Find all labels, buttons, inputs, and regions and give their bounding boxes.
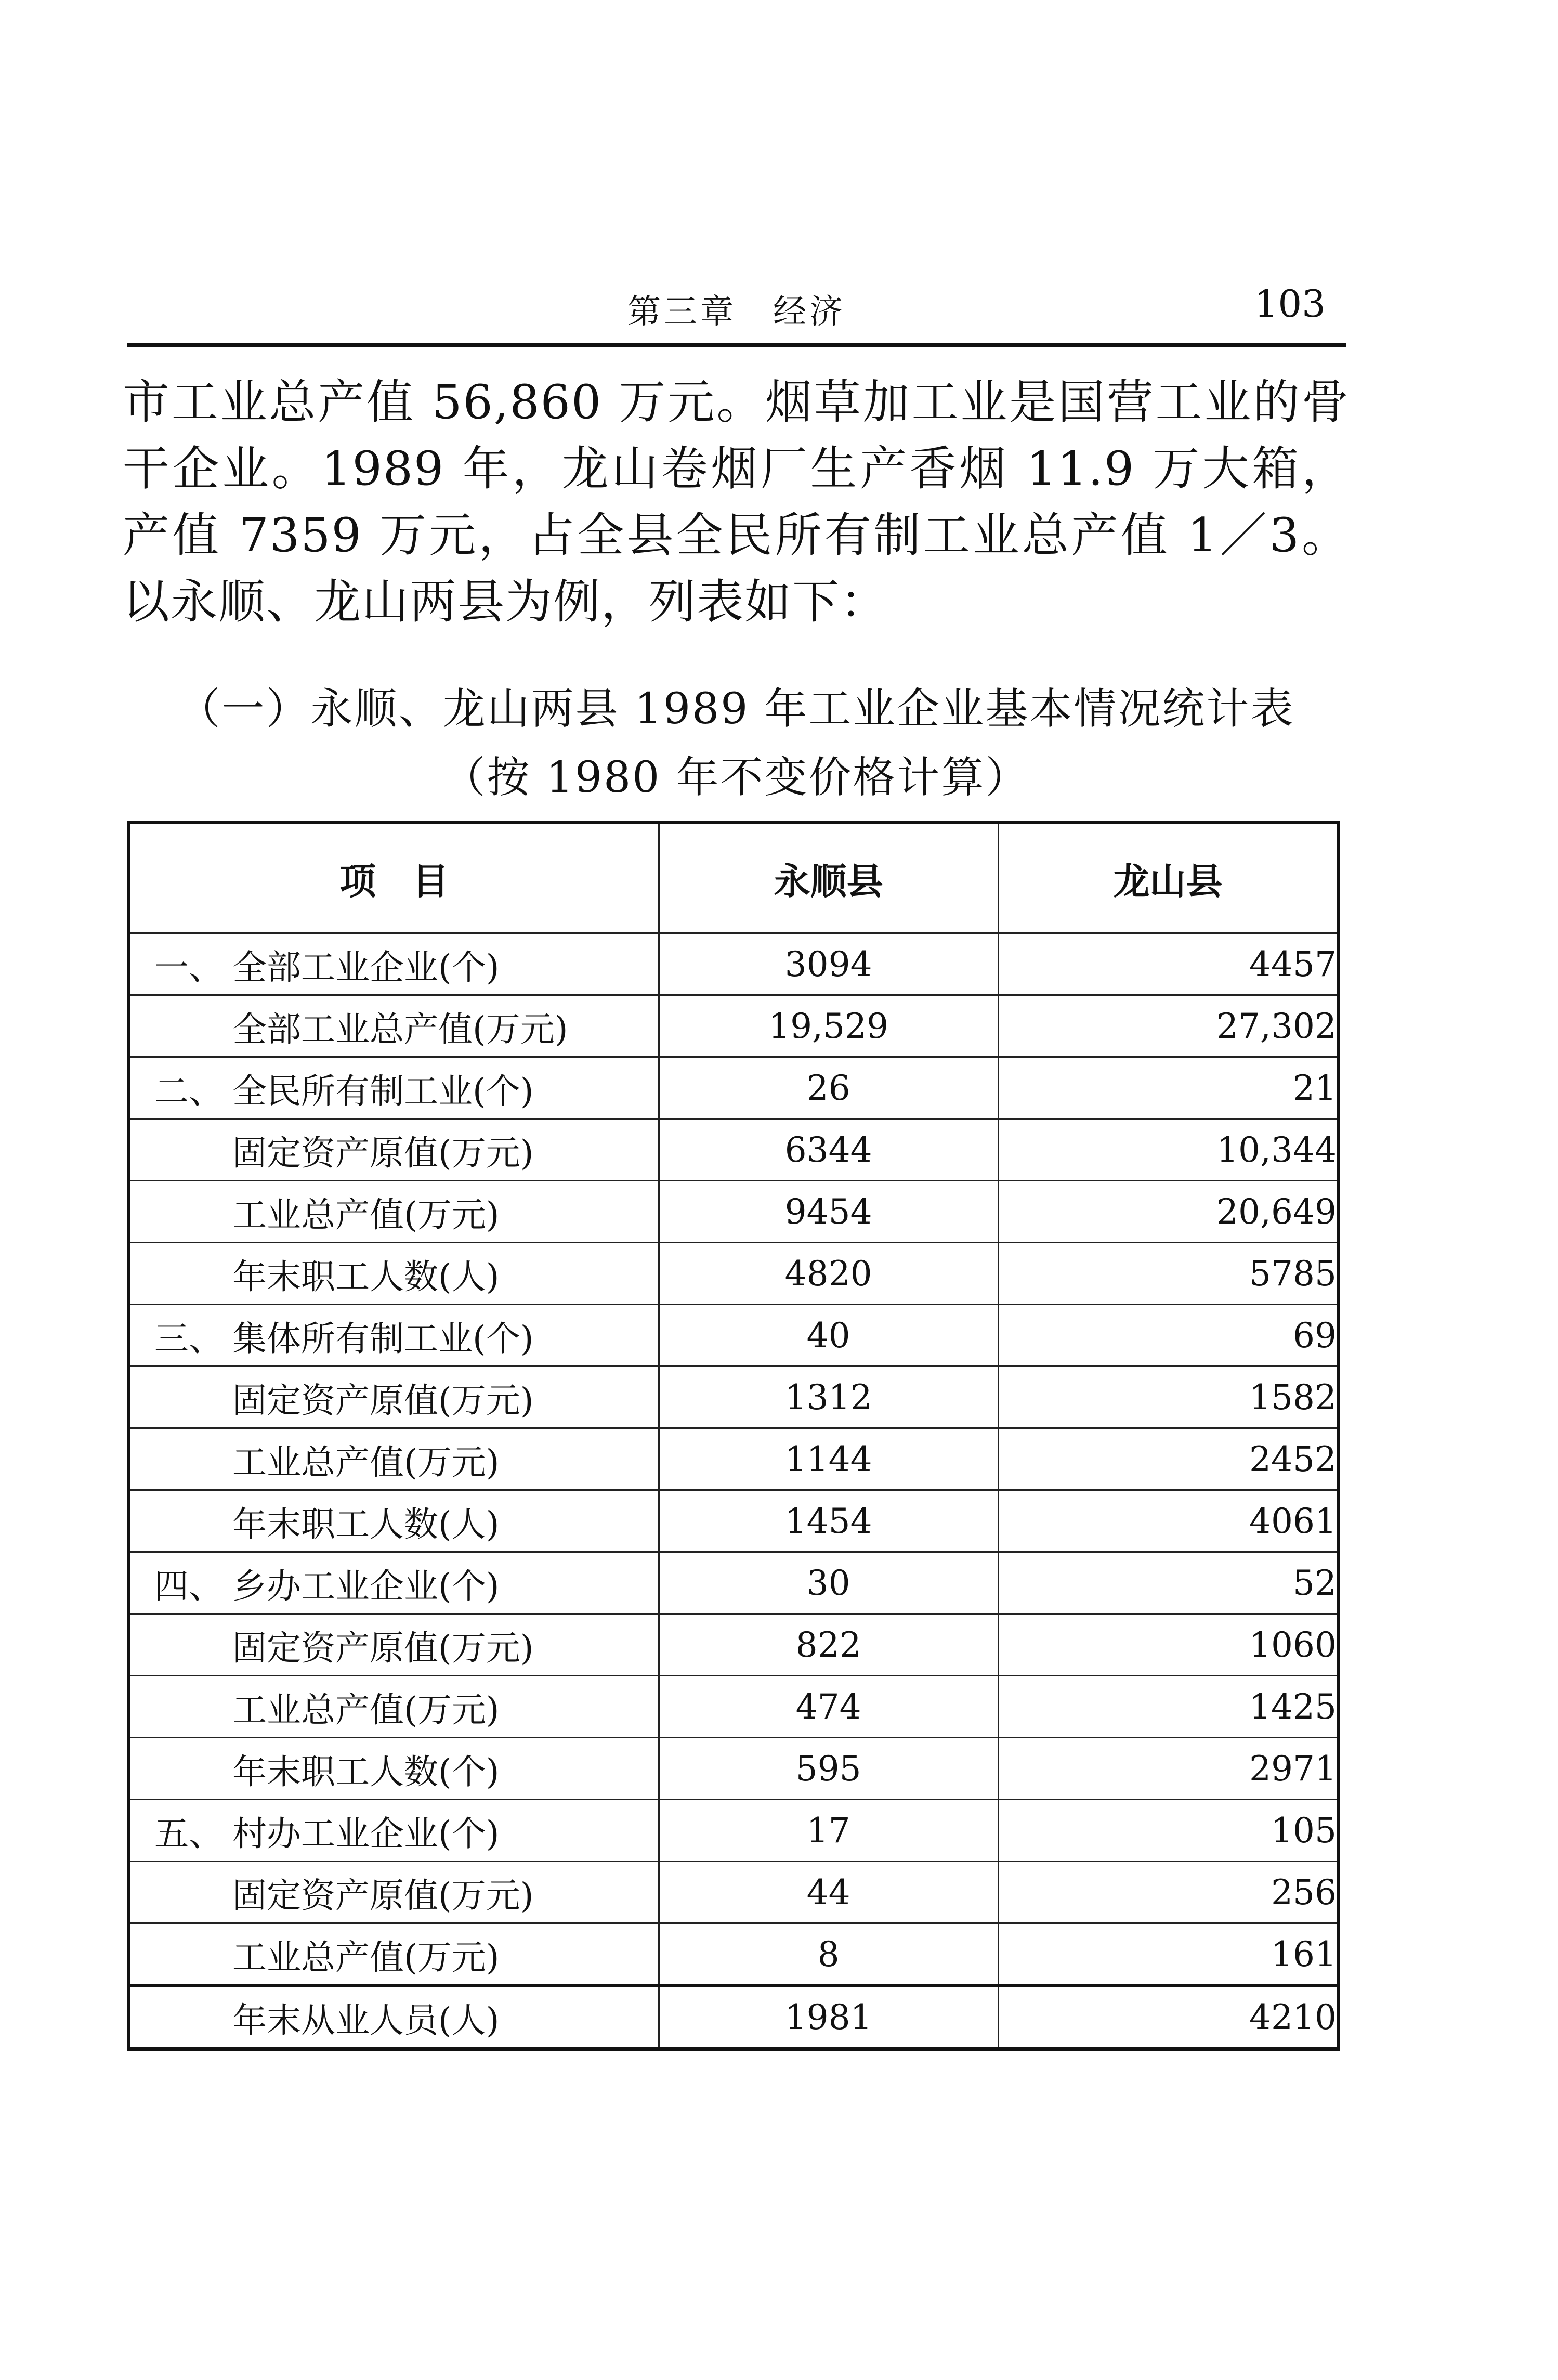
cell-longshan: 69	[998, 1305, 1338, 1367]
row-item	[129, 995, 659, 1057]
cell-longshan: 1060	[998, 1614, 1338, 1676]
table-row	[129, 1057, 1339, 1119]
row-item	[129, 1986, 659, 2049]
table-row	[129, 1181, 1339, 1243]
table-row	[129, 1552, 1339, 1614]
row-label: 固定资产原值(万元)	[232, 1628, 534, 1668]
row-prefix: 二、	[154, 1071, 223, 1111]
cell-longshan: 1425	[998, 1676, 1338, 1738]
cell-yongshun: 4820	[659, 1243, 998, 1305]
cell-yongshun: 9454	[659, 1181, 998, 1243]
cell-longshan: 1582	[998, 1367, 1338, 1428]
row-item	[129, 1738, 659, 1800]
cell-longshan: 52	[998, 1552, 1338, 1614]
row-item	[129, 1367, 659, 1428]
row-item	[129, 1428, 659, 1490]
row-label: 乡办工业企业(个)	[232, 1566, 500, 1606]
cell-longshan: 4210	[998, 1986, 1338, 2049]
row-label: 年末职工人数(人)	[232, 1504, 500, 1544]
row-label: 工业总产值(万元)	[232, 1194, 500, 1235]
cell-yongshun: 44	[659, 1862, 998, 1923]
cell-yongshun: 6344	[659, 1119, 998, 1181]
row-prefix: 三、	[154, 1318, 223, 1359]
header-yongshun: 永顺县	[659, 823, 998, 933]
row-item	[129, 1305, 659, 1367]
cell-longshan: 27,302	[998, 995, 1338, 1057]
row-item	[129, 1119, 659, 1181]
header-item: 项 目	[129, 823, 659, 933]
row-label: 全民所有制工业(个)	[232, 1071, 534, 1111]
cell-yongshun: 1312	[659, 1367, 998, 1428]
row-label: 年末职工人数(人)	[232, 1256, 500, 1297]
cell-yongshun: 3094	[659, 933, 998, 995]
row-item	[129, 1490, 659, 1552]
row-label: 固定资产原值(万元)	[232, 1875, 534, 1916]
cell-longshan: 105	[998, 1800, 1338, 1862]
row-label: 全部工业企业(个)	[232, 947, 500, 987]
row-label: 集体所有制工业(个)	[232, 1318, 534, 1359]
row-item	[129, 1243, 659, 1305]
row-label: 工业总产值(万元)	[232, 1442, 500, 1482]
cell-yongshun: 1981	[659, 1986, 998, 2049]
cell-longshan: 2971	[998, 1738, 1338, 1800]
row-label: 全部工业总产值(万元)	[232, 1009, 568, 1049]
row-prefix: 一、	[154, 947, 223, 987]
cell-longshan: 256	[998, 1862, 1338, 1923]
page-number: 103	[1254, 282, 1326, 326]
table-row	[129, 1428, 1339, 1490]
cell-yongshun: 822	[659, 1614, 998, 1676]
header-longshan: 龙山县	[998, 823, 1338, 933]
cell-yongshun: 1144	[659, 1428, 998, 1490]
cell-longshan: 20,649	[998, 1181, 1338, 1243]
row-label: 工业总产值(万元)	[232, 1937, 500, 1978]
table-row	[129, 1119, 1339, 1181]
row-item	[129, 933, 659, 995]
cell-yongshun: 474	[659, 1676, 998, 1738]
table-row	[129, 1862, 1339, 1923]
row-label: 固定资产原值(万元)	[232, 1380, 534, 1421]
row-label: 年末从业人员(人)	[232, 2000, 500, 2040]
table-row	[129, 1800, 1339, 1862]
page-header	[127, 270, 1346, 347]
table-row	[129, 1738, 1339, 1800]
running-title: 第三章 经济	[627, 293, 846, 331]
table-row	[129, 1986, 1339, 2049]
row-item	[129, 1676, 659, 1738]
cell-yongshun: 1454	[659, 1490, 998, 1552]
table-title: （一）永顺、龙山两县 1989 年工业企业基本情况统计表	[177, 684, 1295, 734]
table-row	[129, 1367, 1339, 1428]
table-subtitle: （按 1980 年不变价格计算）	[442, 753, 1030, 802]
table-row	[129, 1614, 1339, 1676]
row-item	[129, 1923, 659, 1986]
row-label: 固定资产原值(万元)	[232, 1133, 534, 1173]
row-label: 工业总产值(万元)	[232, 1689, 500, 1730]
row-label: 年末职工人数(个)	[232, 1751, 500, 1792]
cell-yongshun: 8	[659, 1923, 998, 1986]
row-item	[129, 1057, 659, 1119]
cell-longshan: 4457	[998, 933, 1338, 995]
cell-longshan: 4061	[998, 1490, 1338, 1552]
row-item	[129, 1181, 659, 1243]
cell-yongshun: 26	[659, 1057, 998, 1119]
statistics-table	[127, 821, 1340, 2051]
row-prefix: 五、	[154, 1813, 223, 1854]
cell-longshan: 2452	[998, 1428, 1338, 1490]
cell-yongshun: 30	[659, 1552, 998, 1614]
row-prefix: 四、	[154, 1566, 223, 1606]
row-item	[129, 1862, 659, 1923]
body-paragraph: 市工业总产值 56,860 万元。烟草加工业是国营工业的骨干企业。1989 年，龙山卷烟厂生产香烟 11.9 万大箱，产值 7359 万元，占全县全民所有制工业总产值 1／3。以永顺、龙山两县为例，列表如下：	[123, 375, 1350, 629]
row-item	[129, 1614, 659, 1676]
table-row	[129, 1923, 1339, 1986]
cell-longshan: 10,344	[998, 1119, 1338, 1181]
cell-yongshun: 19,529	[659, 995, 998, 1057]
cell-longshan: 5785	[998, 1243, 1338, 1305]
cell-yongshun: 595	[659, 1738, 998, 1800]
table-row	[129, 1490, 1339, 1552]
table-row	[129, 1243, 1339, 1305]
table-row	[129, 995, 1339, 1057]
table-row	[129, 1305, 1339, 1367]
table-row	[129, 1676, 1339, 1738]
cell-longshan: 21	[998, 1057, 1338, 1119]
row-label: 村办工业企业(个)	[232, 1813, 500, 1854]
cell-longshan: 161	[998, 1923, 1338, 1986]
cell-yongshun: 40	[659, 1305, 998, 1367]
cell-yongshun: 17	[659, 1800, 998, 1862]
table-row	[129, 933, 1339, 995]
row-item	[129, 1800, 659, 1862]
row-item	[129, 1552, 659, 1614]
table-header-row	[129, 823, 1339, 933]
